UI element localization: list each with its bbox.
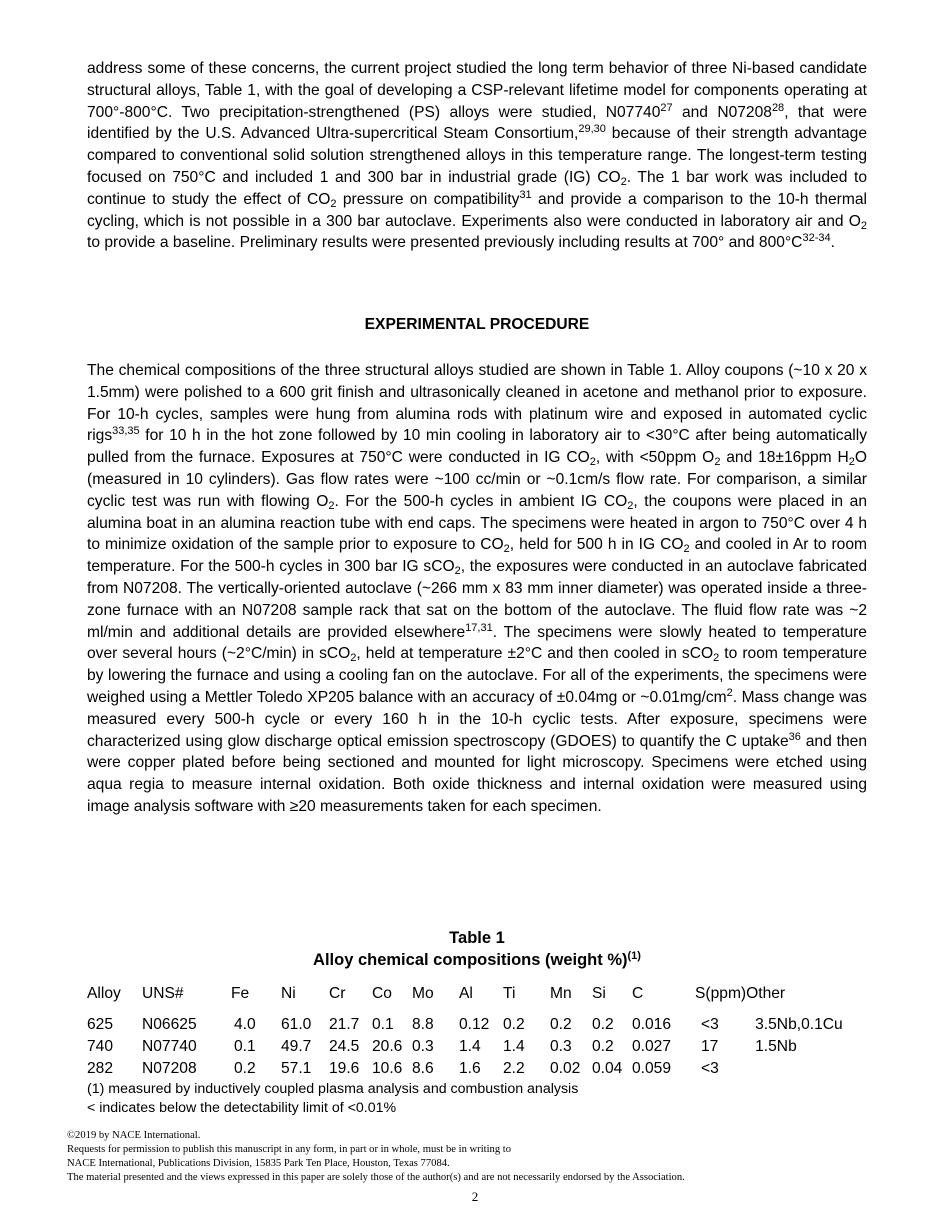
table-cell: 0.016 [632,1016,672,1033]
table-cell: 0.12 [459,1016,490,1033]
table-cell: 49.7 [281,1038,312,1055]
table-cell: N07208 [142,1060,197,1077]
procedure-paragraph: The chemical compositions of the three structural alloys studied are shown in Table 1. Alloy coupons (~10 x 20 x 1.5mm) were polished to a 600 grit finish and ultrasonically cleaned in acetone and methanol prior to exposure. For 10-h cycles, samples were hung from alumina rods with platinum wire and exposed in automated cyclic rigs$^{33,35}$ for 10 h in the hot zone followed by 10 min cooling in laboratory air to <30°C after being automatically pulled from the furnace. Exposures at 750°C were conducted in IG $CO_2$, with <50ppm $O_2$ and 18±16ppm $H_2O$ (measured in 10 cylinders). Gas flow rates were ~100 cc/min or ~0.1cm/s flow rate. For comparison, a similar cyclic test was run with flowing $O_2$. For the 500-h cycles in ambient IG $CO_2$, the coupons were placed in an alumina boat in an alumina reaction tube with end caps. The specimens were heated in argon to 750°C over 4 h to minimize oxidation of the sample prior to exposure to $CO_2$, held for 500 h in IG $CO_2$ and cooled in Ar to room temperature. For the 500-h cycles in 300 bar IG sCO$_2$, the exposures were conducted in an autoclave fabricated from N07208. The vertically-oriented autoclave (~266 mm x 83 mm inner diameter) was operated inside a three-zone furnace with an N07208 sample rack that sat on the bottom of the autoclave. The fluid flow rate was ~2 ml/min and additional details are provided elsewhere$^{17,31}$. The specimens were slowly heated to temperature over several hours (~2°C/min) in sCO$_2$, held at temperature ±2°C and then cooled in sCO$_2$ to room temperature by lowering the furnace and using a cooling fan on the autoclave. For all of the experiments, the specimens were weighed using a Mettler Toledo XP205 balance with an accuracy of ±0.04mg or $\sim 0.01mg/cm^2$. Mass change was measured every 500-h cycle or every 160 h in the 10-h cyclic tests. After exposure, specimens were characterized using glow discharge optical emission spectroscopy (GDOES) to quantify the C uptake$^{36}$ and then were copper plated before being sectioned and mounted for light microscopy. Specimens were etched using aqua regia to measure internal oxidation. Both oxide thickness and internal oxidation were measured using image analysis software with ≥20 measurements taken for each specimen. [87,362,868,815]
table-cell: 1.5Nb [755,1038,797,1055]
footer-line: The material presented and the views expressed in this paper are solely those of the author(s) and are not necessarily endorsed by the Association. [67,1172,685,1183]
table-cell: 282 [87,1060,114,1077]
table-row [87,1058,856,1080]
intro-paragraph: address some of these concerns, the current project studied the long term behavior of three Ni-based candidate structural alloys, Table 1, with the goal of developing a CSP-relevant lifetime model for components operating at 700°-800°C. Two precipitation-strengthened (PS) alloys were studied, N07740$^{27}$ and N07208$^{28}$, that were identified by the U.S. Advanced Ultra-supercritical Steam Consortium,$^{29,30}$ because of their strength advantage compared to conventional solid solution strengthened alloys in this temperature range. The longest-term testing focused on 750°C and included 1 and 300 bar in industrial grade (IG) $CO_2$. The 1 bar work was included to continue to study the effect of $CO_2$ pressure on compatibility$^{31}$ and provide a comparison to the 10-h thermal cycling, which is not possible in a 300 bar autoclave. Experiments also were conducted in laboratory air and $O_2$ to provide a baseline. Preliminary results were presented previously including results at 700° and $800^\circ C^{32-34}$. [87,60,868,252]
section-heading: EXPERIMENTAL PROCEDURE [364,316,590,333]
copyright-footer [67,1129,867,1185]
table-cell: 0.3 [550,1038,572,1055]
table-cell: 57.1 [281,1060,312,1077]
table-cell: 19.6 [329,1060,360,1077]
table-note: < indicates below the detectability limit of <0.01% [87,1100,397,1116]
col-header: Mn [550,985,572,1002]
table-title [87,927,867,971]
table-cell: 0.2 [234,1060,256,1077]
col-header: Cr [329,985,346,1002]
table-cell: 0.2 [592,1016,614,1033]
col-header: Si [592,985,606,1002]
page-number: 2 [471,1189,479,1204]
table-cell: 0.1 [372,1016,394,1033]
table-cell: N07740 [142,1038,197,1055]
table-cell: 20.6 [372,1038,403,1055]
table-cell: 2.2 [503,1060,525,1077]
table-cell: <3 [701,1060,719,1077]
table-cell: 10.6 [372,1060,403,1077]
footer-line: NACE International, Publications Division, 15835 Park Ten Place, Houston, Texas 77084. [67,1158,450,1169]
table-note: (1) measured by inductively coupled plasma analysis and combustion analysis [87,1081,579,1097]
table-cell: 8.8 [412,1016,434,1033]
table-cell: 8.6 [412,1060,434,1077]
footer-line: Requests for permission to publish this manuscript in any form, in part or in whole, must be in writing to [67,1144,512,1155]
table-cell: 4.0 [234,1016,256,1033]
table-cell: 740 [87,1038,114,1055]
table-cell: 61.0 [281,1016,312,1033]
composition-table [87,983,856,1080]
col-header: Alloy [87,985,121,1002]
table-cell: 0.027 [632,1038,672,1055]
col-header: Co [372,985,392,1002]
table-cell: 0.2 [550,1016,572,1033]
table-cell: <3 [701,1016,719,1033]
table-cell: 0.059 [632,1060,672,1077]
table-cell: 0.2 [592,1038,614,1055]
table-cell: 21.7 [329,1016,360,1033]
col-header: Mo [412,985,434,1002]
table-header-row [87,983,856,1014]
table-cell: N06625 [142,1016,197,1033]
col-header: Ti [503,985,516,1002]
table-cell: 1.6 [459,1060,481,1077]
table-label: Table 1 [449,929,505,947]
table-cell: 625 [87,1016,114,1033]
col-header: Fe [231,985,250,1002]
table-cell: 1.4 [503,1038,525,1055]
table-cell: 3.5Nb,0.1Cu [755,1016,843,1033]
table-cell: 0.02 [550,1060,581,1077]
table-cell: 0.2 [503,1016,525,1033]
table-cell [746,1058,856,1080]
table-cell: 24.5 [329,1038,360,1055]
col-header: Al [459,985,473,1002]
table-cell: 17 [701,1038,719,1055]
table-cell: 0.04 [592,1060,623,1077]
col-header: S(ppm) [695,985,747,1002]
table-caption: Alloy chemical compositions (weight %)$^{(1)}$ [313,950,641,969]
table-row [87,1014,856,1036]
table-notes [87,1080,867,1118]
table-cell: 0.1 [234,1038,256,1055]
table-cell: 1.4 [459,1038,481,1055]
col-header: C [632,985,644,1002]
col-header: UNS# [142,985,184,1002]
col-header: Ni [281,985,296,1002]
col-header: Other [746,985,786,1002]
table-cell: 0.3 [412,1038,434,1055]
footer-line: ©2019 by NACE International. [67,1130,201,1141]
table-row [87,1036,856,1058]
